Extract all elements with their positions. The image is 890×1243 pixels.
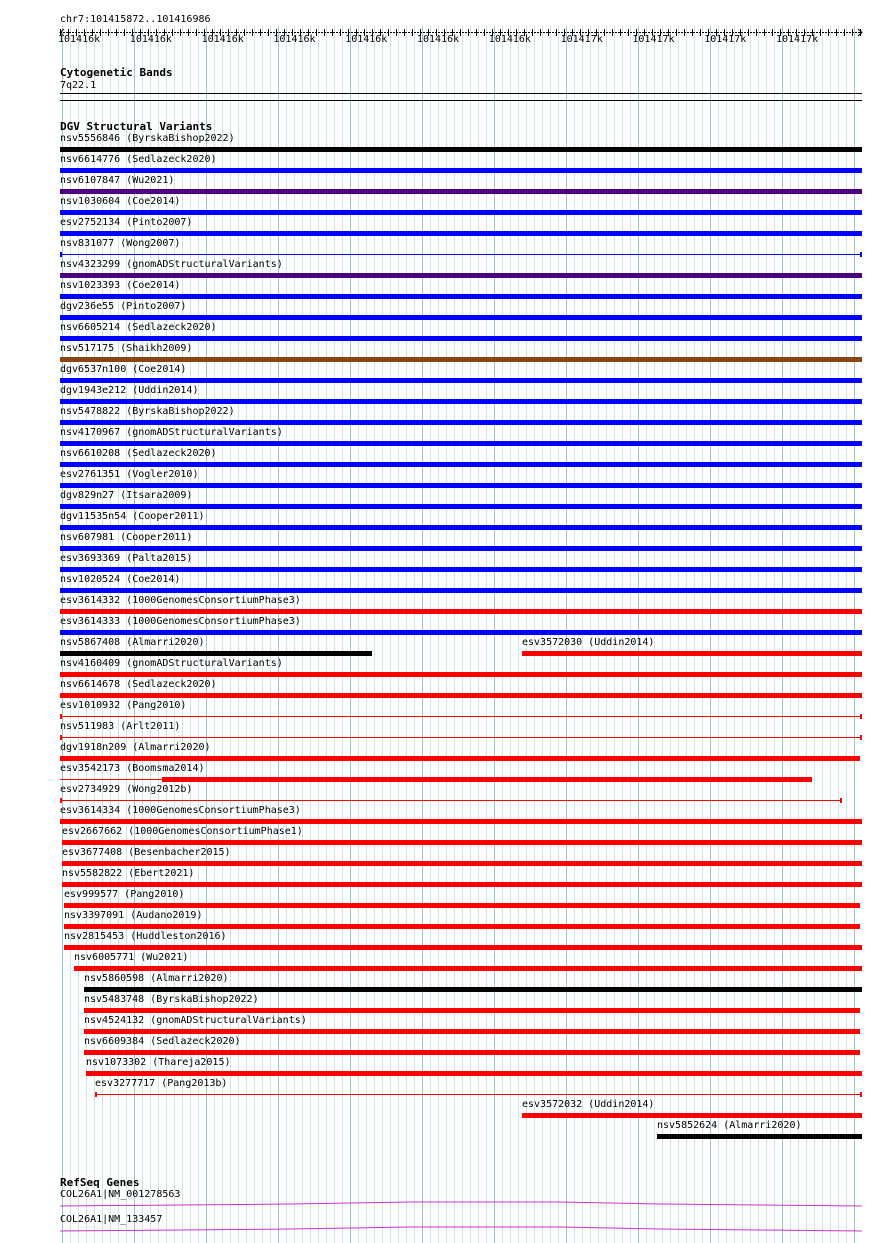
dgv-feature-line[interactable] bbox=[60, 800, 842, 801]
ruler-tick-label: 101416k bbox=[201, 34, 244, 45]
dgv-feature-line[interactable] bbox=[60, 737, 862, 738]
dgv-feature-label[interactable]: dgv1943e212 (Uddin2014) bbox=[60, 385, 199, 396]
dgv-feature-label[interactable]: nsv6609384 (Sedlazeck2020) bbox=[84, 1036, 241, 1047]
dgv-feature-label[interactable]: nsv607981 (Cooper2011) bbox=[60, 532, 193, 543]
dgv-feature-bar[interactable] bbox=[60, 336, 862, 341]
dgv-feature-label[interactable]: nsv1030604 (Coe2014) bbox=[60, 196, 181, 207]
dgv-feature-label[interactable]: nsv1073302 (Thareja2015) bbox=[86, 1057, 231, 1068]
dgv-feature-label[interactable]: esv3693369 (Palta2015) bbox=[60, 553, 193, 564]
ruler-tick-label: 101416k bbox=[129, 34, 172, 45]
dgv-feature-bar[interactable] bbox=[60, 210, 862, 215]
ruler-tick-label: 101417k bbox=[776, 34, 819, 45]
dgv-feature-label[interactable]: nsv5852624 (Almarri2020) bbox=[657, 1120, 802, 1131]
refseq-track-title: RefSeq Genes bbox=[60, 1176, 140, 1189]
dgv-feature-label[interactable]: nsv4170967 (gnomADStructuralVariants) bbox=[60, 427, 283, 438]
dgv-feature-label[interactable]: dgv11535n54 (Cooper2011) bbox=[60, 511, 205, 522]
dgv-feature-bar[interactable] bbox=[60, 756, 860, 761]
dgv-feature-label[interactable]: nsv5582822 (Ebert2021) bbox=[62, 868, 195, 879]
dgv-feature-label[interactable]: nsv6614678 (Sedlazeck2020) bbox=[60, 679, 217, 690]
dgv-feature-label[interactable]: nsv4160409 (gnomADStructuralVariants) bbox=[60, 658, 283, 669]
track-separator bbox=[60, 100, 862, 101]
dgv-feature-bar[interactable] bbox=[62, 882, 862, 887]
dgv-feature-line[interactable] bbox=[60, 254, 862, 255]
transcript-line bbox=[60, 1227, 862, 1231]
dgv-feature-label[interactable]: nsv6605214 (Sedlazeck2020) bbox=[60, 322, 217, 333]
dgv-feature-label[interactable]: esv3572032 (Uddin2014) bbox=[522, 1099, 655, 1110]
ruler-tick-label: 101416k bbox=[273, 34, 316, 45]
dgv-feature-bar[interactable] bbox=[60, 693, 862, 698]
dgv-feature-bar[interactable] bbox=[60, 525, 862, 530]
transcript-label[interactable]: COL26A1|NM_133457 bbox=[60, 1214, 163, 1225]
cytoband-line bbox=[60, 93, 862, 94]
ruler-tick-label: 101416k bbox=[345, 34, 388, 45]
dgv-feature-label[interactable]: esv1010932 (Pang2010) bbox=[60, 700, 187, 711]
ruler-tick-label: 101416k bbox=[417, 34, 460, 45]
dgv-feature-label[interactable]: nsv511983 (Arlt2011) bbox=[60, 721, 181, 732]
dgv-feature-bar[interactable] bbox=[64, 945, 862, 950]
dgv-feature-bar[interactable] bbox=[74, 966, 862, 971]
dgv-feature-label[interactable]: esv2761351 (Vogler2010) bbox=[60, 469, 199, 480]
dgv-feature-bar[interactable] bbox=[60, 420, 862, 425]
dgv-feature-bar[interactable] bbox=[60, 378, 862, 383]
dgv-feature-label[interactable]: dgv1918n209 (Almarri2020) bbox=[60, 742, 211, 753]
dgv-feature-label[interactable]: nsv4323299 (gnomADStructuralVariants) bbox=[60, 259, 283, 270]
dgv-feature-bar[interactable] bbox=[60, 441, 862, 446]
dgv-feature-label[interactable]: nsv6005771 (Wu2021) bbox=[74, 952, 189, 963]
dgv-feature-bar[interactable] bbox=[62, 861, 862, 866]
dgv-feature-label[interactable]: nsv6107847 (Wu2021) bbox=[60, 175, 175, 186]
dgv-feature-bar[interactable] bbox=[84, 1008, 860, 1013]
dgv-feature-label[interactable]: esv2752134 (Pinto2007) bbox=[60, 217, 193, 228]
dgv-feature-bar[interactable] bbox=[522, 1113, 862, 1118]
ruler-tick-label: 101417k bbox=[560, 34, 603, 45]
dgv-feature-endcap bbox=[860, 1092, 862, 1097]
dgv-feature-bar[interactable] bbox=[60, 399, 862, 404]
dgv-feature-bar[interactable] bbox=[60, 567, 862, 572]
dgv-feature-bar[interactable] bbox=[60, 315, 862, 320]
dgv-feature-bar[interactable] bbox=[60, 147, 862, 152]
dgv-feature-bar[interactable] bbox=[60, 231, 862, 236]
dgv-feature-bar[interactable] bbox=[60, 357, 862, 362]
dgv-feature-label[interactable]: esv2734929 (Wong2012b) bbox=[60, 784, 193, 795]
dgv-feature-label[interactable]: dgv829n27 (Itsara2009) bbox=[60, 490, 193, 501]
dgv-feature-bar[interactable] bbox=[64, 924, 860, 929]
dgv-feature-endcap bbox=[840, 798, 842, 803]
dgv-feature-bar[interactable] bbox=[62, 840, 862, 845]
dgv-feature-label[interactable]: esv3277717 (Pang2013b) bbox=[95, 1078, 228, 1089]
dgv-feature-bar[interactable] bbox=[84, 1029, 860, 1034]
transcript-label[interactable]: COL26A1|NM_001278563 bbox=[60, 1189, 181, 1200]
dgv-feature-bar[interactable] bbox=[60, 546, 862, 551]
dgv-feature-bar[interactable] bbox=[60, 588, 862, 593]
dgv-feature-label[interactable]: nsv5556846 (ByrskaBishop2022) bbox=[60, 133, 235, 144]
dgv-feature-line[interactable] bbox=[95, 1094, 862, 1095]
dgv-feature-bar[interactable] bbox=[60, 462, 862, 467]
dgv-feature-endcap bbox=[60, 714, 62, 719]
dgv-feature-endcap bbox=[860, 735, 862, 740]
transcript-model-2[interactable] bbox=[60, 1225, 862, 1235]
dgv-feature-bar[interactable] bbox=[60, 504, 862, 509]
transcript-line bbox=[60, 1202, 862, 1206]
dgv-feature-label[interactable]: esv3614333 (1000GenomesConsortiumPhase3) bbox=[60, 616, 301, 627]
dgv-feature-label[interactable]: esv3542173 (Boomsma2014) bbox=[60, 763, 205, 774]
dgv-feature-label[interactable]: nsv5867408 (Almarri2020) bbox=[60, 637, 205, 648]
dgv-feature-label[interactable]: nsv2815453 (Huddleston2016) bbox=[64, 931, 227, 942]
dgv-feature-label[interactable]: nsv6614776 (Sedlazeck2020) bbox=[60, 154, 217, 165]
dgv-feature-bar[interactable] bbox=[60, 609, 862, 614]
dgv-feature-endcap bbox=[860, 252, 862, 257]
dgv-feature-bar[interactable] bbox=[60, 819, 862, 824]
dgv-feature-bar[interactable] bbox=[522, 651, 862, 656]
dgv-feature-label[interactable]: dgv236e55 (Pinto2007) bbox=[60, 301, 187, 312]
coordinate-label: chr7:101415872..101416986 bbox=[60, 14, 211, 25]
dgv-feature-label[interactable]: nsv5478822 (ByrskaBishop2022) bbox=[60, 406, 235, 417]
dgv-feature-label[interactable]: esv3677408 (Besenbacher2015) bbox=[62, 847, 231, 858]
dgv-feature-bar[interactable] bbox=[60, 483, 862, 488]
dgv-feature-endcap bbox=[60, 252, 62, 257]
ruler-tick-label: 101416k bbox=[488, 34, 531, 45]
dgv-feature-label[interactable]: nsv5483748 (ByrskaBishop2022) bbox=[84, 994, 259, 1005]
dgv-feature-bar[interactable] bbox=[60, 651, 372, 656]
dgv-feature-label[interactable]: nsv6610208 (Sedlazeck2020) bbox=[60, 448, 217, 459]
dgv-feature-label[interactable]: nsv517175 (Shaikh2009) bbox=[60, 343, 193, 354]
transcript-model-1[interactable] bbox=[60, 1200, 862, 1210]
dgv-feature-label[interactable]: esv3572030 (Uddin2014) bbox=[522, 637, 655, 648]
dgv-feature-label[interactable]: dgv6537n100 (Coe2014) bbox=[60, 364, 187, 375]
dgv-feature-line[interactable] bbox=[60, 716, 862, 717]
dgv-feature-bar[interactable] bbox=[86, 1071, 862, 1076]
cytoband-label[interactable]: 7q22.1 bbox=[60, 80, 97, 91]
dgv-feature-label[interactable]: nsv3397091 (Audano2019) bbox=[64, 910, 203, 921]
dgv-feature-label[interactable]: esv2667662 (1000GenomesConsortiumPhase1) bbox=[62, 826, 303, 837]
dgv-feature-label[interactable]: nsv1020524 (Coe2014) bbox=[60, 574, 181, 585]
ruler-tick-label: 101417k bbox=[704, 34, 747, 45]
dgv-feature-label[interactable]: esv3614334 (1000GenomesConsortiumPhase3) bbox=[60, 805, 301, 816]
cytogenetic-track-title: Cytogenetic Bands bbox=[60, 66, 173, 79]
dgv-track-title: DGV Structural Variants bbox=[60, 120, 213, 133]
dgv-feature-endcap bbox=[60, 735, 62, 740]
dgv-feature-label[interactable]: esv999577 (Pang2010) bbox=[64, 889, 185, 900]
dgv-feature-bar[interactable] bbox=[64, 903, 860, 908]
dgv-feature-bar[interactable] bbox=[60, 294, 862, 299]
dgv-feature-label[interactable]: nsv1023393 (Coe2014) bbox=[60, 280, 181, 291]
dgv-feature-bar[interactable] bbox=[60, 672, 862, 677]
dgv-feature-bar[interactable] bbox=[60, 273, 862, 278]
dgv-feature-endcap bbox=[95, 1092, 97, 1097]
dgv-feature-endcap bbox=[860, 714, 862, 719]
dgv-feature-bar[interactable] bbox=[84, 987, 862, 992]
dgv-feature-bar[interactable] bbox=[60, 189, 862, 194]
dgv-feature-label[interactable]: nsv4524132 (gnomADStructuralVariants) bbox=[84, 1015, 307, 1026]
dgv-feature-label[interactable]: nsv5860598 (Almarri2020) bbox=[84, 973, 229, 984]
dgv-feature-endcap bbox=[60, 798, 62, 803]
dgv-feature-bar[interactable] bbox=[60, 168, 862, 173]
dgv-feature-label[interactable]: nsv831077 (Wong2007) bbox=[60, 238, 181, 249]
dgv-feature-bar[interactable] bbox=[60, 630, 862, 635]
dgv-feature-label[interactable]: esv3614332 (1000GenomesConsortiumPhase3) bbox=[60, 595, 301, 606]
dgv-feature-bar[interactable] bbox=[162, 777, 812, 782]
ruler-tick-label: 101417k bbox=[632, 34, 675, 45]
dgv-feature-bar[interactable] bbox=[657, 1134, 862, 1139]
ruler-tick-label: 101416k bbox=[58, 34, 101, 45]
dgv-feature-bar[interactable] bbox=[84, 1050, 860, 1055]
